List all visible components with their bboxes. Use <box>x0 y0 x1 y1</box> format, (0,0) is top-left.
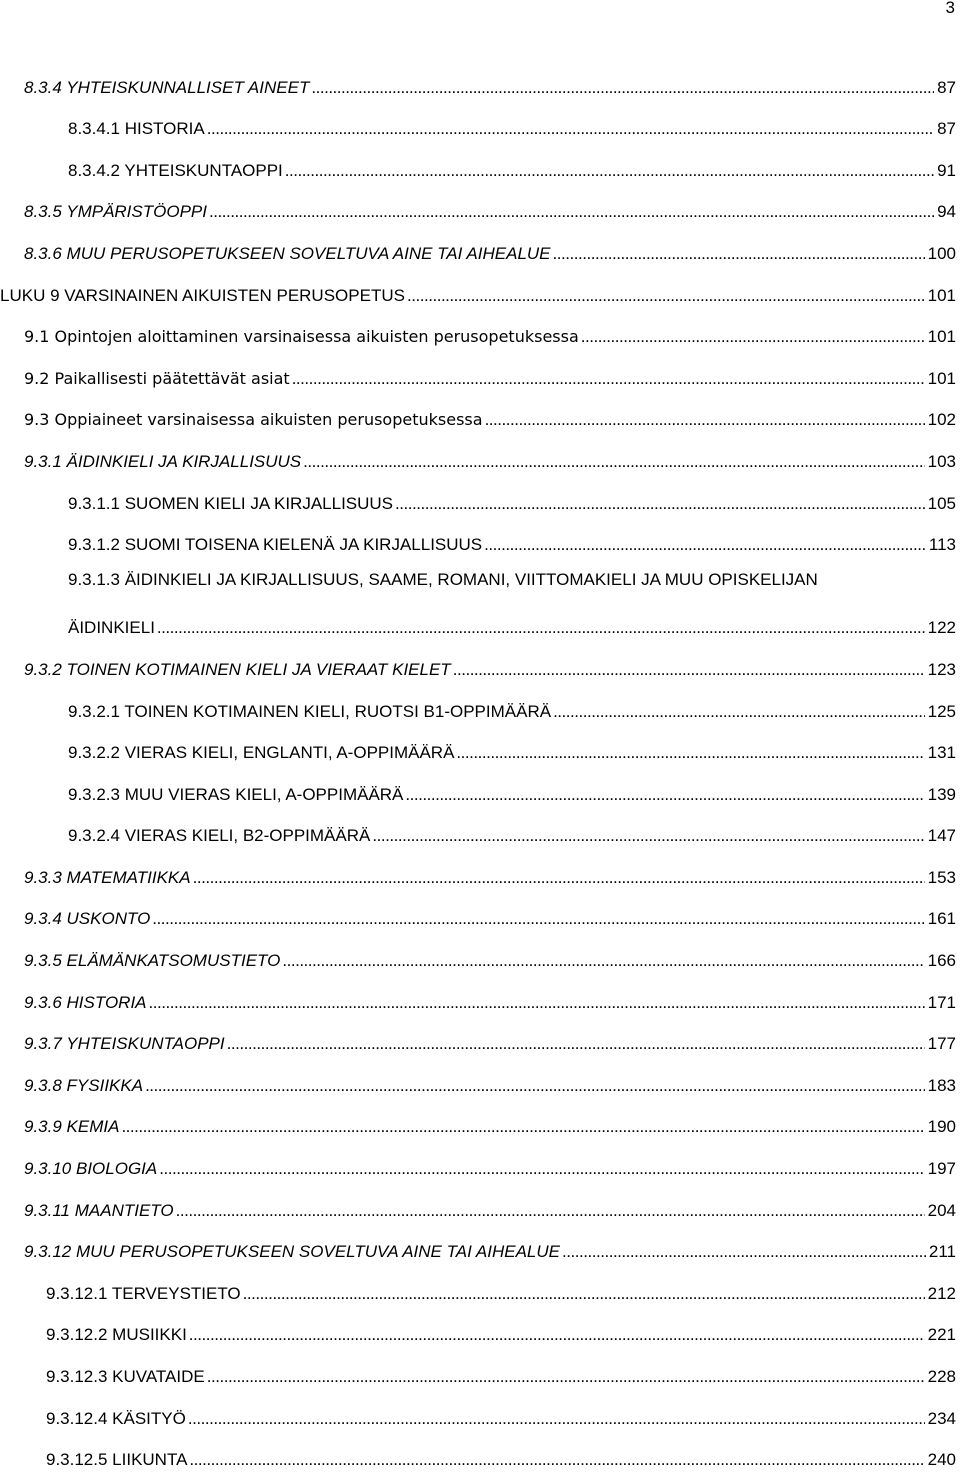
toc-entry[interactable] <box>0 688 960 730</box>
toc-entry-title: 9.3.12.2 MUSIIKKI <box>46 1325 187 1345</box>
toc-entry-page: 147 <box>927 826 956 846</box>
toc-entry-page: 211 <box>928 1242 956 1262</box>
toc-entry-page: 204 <box>927 1200 956 1220</box>
toc-entry-title: 8.3.6 MUU PERUSOPETUKSEEN SOVELTUVA AINE TAI AIHEALUE <box>24 243 551 263</box>
toc-dot-leader <box>292 368 925 390</box>
toc-entry-title: 8.3.4.2 YHTEISKUNTAOPPI <box>68 160 283 180</box>
toc-entry[interactable] <box>0 937 960 979</box>
toc-entry[interactable] <box>0 1312 960 1354</box>
toc-entry-page: 102 <box>927 410 956 430</box>
toc-entry[interactable] <box>0 730 960 772</box>
toc-entry[interactable] <box>0 1062 960 1104</box>
toc-dot-leader <box>188 1408 925 1430</box>
toc-dot-leader <box>484 534 926 556</box>
toc-entry-title: 9.3.1.2 SUOMI TOISENA KIELENÄ JA KIRJALLISUUS <box>68 535 483 555</box>
toc-entry-title: 9.3.2.3 MUU VIERAS KIELI, A-OPPIMÄÄRÄ <box>68 784 404 804</box>
toc-dot-leader <box>152 908 924 930</box>
toc-entry-title: 9.3.1 ÄIDINKIELI JA KIRJALLISUUS <box>24 451 302 471</box>
toc-entry-title: 9.3.2.1 TOINEN KOTIMAINEN KIELI, RUOTSI B1-OPPIMÄÄRÄ <box>68 701 552 721</box>
toc-dot-leader <box>311 77 934 99</box>
toc-entry-page: 183 <box>927 1075 956 1095</box>
toc-entry-page: 91 <box>937 160 956 180</box>
toc-entry-page: 153 <box>927 867 956 887</box>
toc-dot-leader <box>285 160 934 182</box>
toc-entry-title: 9.3.12.1 TERVEYSTIETO <box>46 1283 241 1303</box>
toc-entry-title: 9.3.1.1 SUOMEN KIELI JA KIRJALLISUUS <box>68 493 394 513</box>
toc-dot-leader <box>581 326 925 348</box>
toc-dot-leader <box>193 867 925 889</box>
toc-entry-title: 9.3.2 TOINEN KOTIMAINEN KIELI JA VIERAAT KIELET <box>24 659 451 679</box>
toc-entry-page: 161 <box>927 909 956 929</box>
toc-dot-leader <box>207 1366 925 1388</box>
toc-entry-page: 212 <box>927 1283 956 1303</box>
toc-entry[interactable] <box>0 1395 960 1437</box>
toc-entry[interactable] <box>0 1187 960 1229</box>
toc-entry-title: 9.3.2.2 VIERAS KIELI, ENGLANTI, A-OPPIMÄÄRÄ <box>68 743 455 763</box>
toc-entry[interactable] <box>0 230 960 272</box>
toc-entry[interactable] <box>0 771 960 813</box>
toc-entry[interactable] <box>0 480 960 522</box>
toc-entry[interactable] <box>0 355 960 397</box>
toc-entry[interactable] <box>0 522 960 564</box>
toc-entry-title: 9.3.12.4 KÄSITYÖ <box>46 1408 186 1428</box>
toc-entry-page: 166 <box>927 951 956 971</box>
toc-entry-page: 171 <box>927 992 956 1012</box>
toc-entry-title: 9.3.10 BIOLOGIA <box>24 1159 158 1179</box>
toc-entry-title: 9.3.12.5 LIIKUNTA <box>46 1450 188 1470</box>
toc-dot-leader <box>453 659 925 681</box>
toc-entry[interactable] <box>0 64 960 106</box>
toc-entry-title: ÄIDINKIELI <box>68 618 155 638</box>
toc-dot-leader <box>121 1116 924 1138</box>
toc-entry[interactable] <box>0 1353 960 1395</box>
toc-dot-leader <box>149 992 925 1014</box>
toc-entry-page: 105 <box>927 493 956 513</box>
toc-entry-title: 8.3.5 YMPÄRISTÖOPPI <box>24 202 207 222</box>
toc-entry[interactable] <box>0 397 960 439</box>
toc-entry[interactable] <box>0 1437 960 1478</box>
toc-entry-page: 101 <box>927 285 956 305</box>
toc-entry-page: 101 <box>927 327 956 347</box>
toc-entry[interactable] <box>0 106 960 148</box>
toc-entry[interactable] <box>0 1104 960 1146</box>
toc-dot-leader <box>405 784 924 806</box>
toc-entry-page: 100 <box>927 243 956 263</box>
toc-dot-leader <box>243 1283 925 1305</box>
toc-entry-title: 9.3.6 HISTORIA <box>24 992 147 1012</box>
toc-entry-title: 9.1 Opintojen aloittaminen varsinaisessa aikuisten perusopetuksessa <box>24 327 579 347</box>
page-number: 3 <box>945 0 955 17</box>
toc-entry[interactable] <box>0 1145 960 1187</box>
toc-entry-title-line1: 9.3.1.3 ÄIDINKIELI JA KIRJALLISUUS, SAAME, ROMANI, VIITTOMAKIELI JA MUU OPISKELIJAN <box>68 570 818 590</box>
toc-entry-page: 103 <box>927 451 956 471</box>
table-of-contents <box>0 64 960 1478</box>
toc-entry[interactable] <box>0 1270 960 1312</box>
toc-entry[interactable] <box>0 272 960 314</box>
toc-entry-page: 101 <box>927 368 956 388</box>
toc-entry-page: 228 <box>927 1367 956 1386</box>
toc-entry[interactable] <box>0 896 960 938</box>
toc-entry-title: 9.3.5 ELÄMÄNKATSOMUSTIETO <box>24 951 281 971</box>
toc-entry-page: 87 <box>937 119 956 139</box>
toc-entry-title: 9.2 Paikallisesti päätettävät asiat <box>24 368 290 388</box>
toc-entry-title: 8.3.4.1 HISTORIA <box>68 119 205 139</box>
toc-entry-page: 94 <box>937 202 956 222</box>
toc-dot-leader <box>189 1449 924 1471</box>
toc-dot-leader <box>372 825 924 847</box>
toc-dot-leader <box>303 451 924 473</box>
toc-entry[interactable] <box>0 1021 960 1063</box>
toc-dot-leader <box>157 617 925 639</box>
toc-entry[interactable] <box>0 813 960 855</box>
toc-dot-leader <box>553 701 925 723</box>
toc-dot-leader <box>227 1033 925 1055</box>
toc-entry-page: 221 <box>927 1325 956 1345</box>
toc-entry-title: 9.3.11 MAANTIETO <box>24 1200 174 1220</box>
toc-entry[interactable] <box>0 854 960 896</box>
toc-entry[interactable] <box>0 147 960 189</box>
toc-dot-leader <box>553 243 925 265</box>
toc-entry-page: 177 <box>927 1034 956 1054</box>
toc-entry-page: 87 <box>937 77 956 97</box>
toc-entry-page: 131 <box>927 743 956 763</box>
toc-entry-title: 9.3.4 USKONTO <box>24 909 151 929</box>
toc-dot-leader <box>562 1241 926 1263</box>
toc-dot-leader <box>407 285 925 307</box>
toc-entry-title: 9.3.12.3 KUVATAIDE <box>46 1367 205 1386</box>
toc-dot-leader <box>189 1324 925 1346</box>
toc-entry-title: 9.3.8 FYSIIKKA <box>24 1075 144 1095</box>
toc-dot-leader <box>456 742 924 764</box>
toc-entry[interactable] <box>0 189 960 231</box>
toc-entry-page: 234 <box>927 1408 956 1428</box>
toc-entry-page: 125 <box>927 701 956 721</box>
toc-entry[interactable] <box>0 979 960 1021</box>
toc-entry[interactable] <box>0 1229 960 1271</box>
toc-entry-page: 123 <box>927 659 956 679</box>
toc-entry-title: 8.3.4 YHTEISKUNNALLISET AINEET <box>24 77 310 97</box>
toc-dot-leader <box>209 201 934 223</box>
toc-dot-leader <box>207 118 934 140</box>
toc-dot-leader <box>282 950 924 972</box>
toc-entry-title: 9.3.3 MATEMATIIKKA <box>24 867 191 887</box>
toc-entry-title: 9.3 Oppiaineet varsinaisessa aikuisten perusopetuksessa <box>24 410 483 430</box>
toc-entry-title: LUKU 9 VARSINAINEN AIKUISTEN PERUSOPETUS <box>0 285 405 305</box>
toc-entry[interactable] <box>0 314 960 356</box>
toc-entry-page: 197 <box>927 1159 956 1179</box>
toc-entry-page: 113 <box>928 535 956 555</box>
toc-entry-title: 9.3.12 MUU PERUSOPETUKSEEN SOVELTUVA AINE TAI AIHEALUE <box>24 1242 560 1262</box>
toc-dot-leader <box>176 1200 925 1222</box>
toc-entry-page: 190 <box>927 1117 956 1137</box>
toc-entry-page: 122 <box>927 618 956 638</box>
toc-entry[interactable] <box>0 438 960 480</box>
toc-dot-leader <box>485 409 925 431</box>
toc-entry[interactable] <box>0 563 960 646</box>
toc-entry[interactable] <box>0 646 960 688</box>
toc-dot-leader <box>395 493 925 515</box>
toc-dot-leader <box>159 1158 924 1180</box>
toc-dot-leader <box>145 1075 925 1097</box>
toc-entry-page: 240 <box>927 1450 956 1470</box>
toc-entry-title: 9.3.2.4 VIERAS KIELI, B2-OPPIMÄÄRÄ <box>68 826 371 846</box>
toc-entry-page: 139 <box>927 784 956 804</box>
toc-entry-title: 9.3.7 YHTEISKUNTAOPPI <box>24 1034 225 1054</box>
toc-entry-title: 9.3.9 KEMIA <box>24 1117 120 1137</box>
